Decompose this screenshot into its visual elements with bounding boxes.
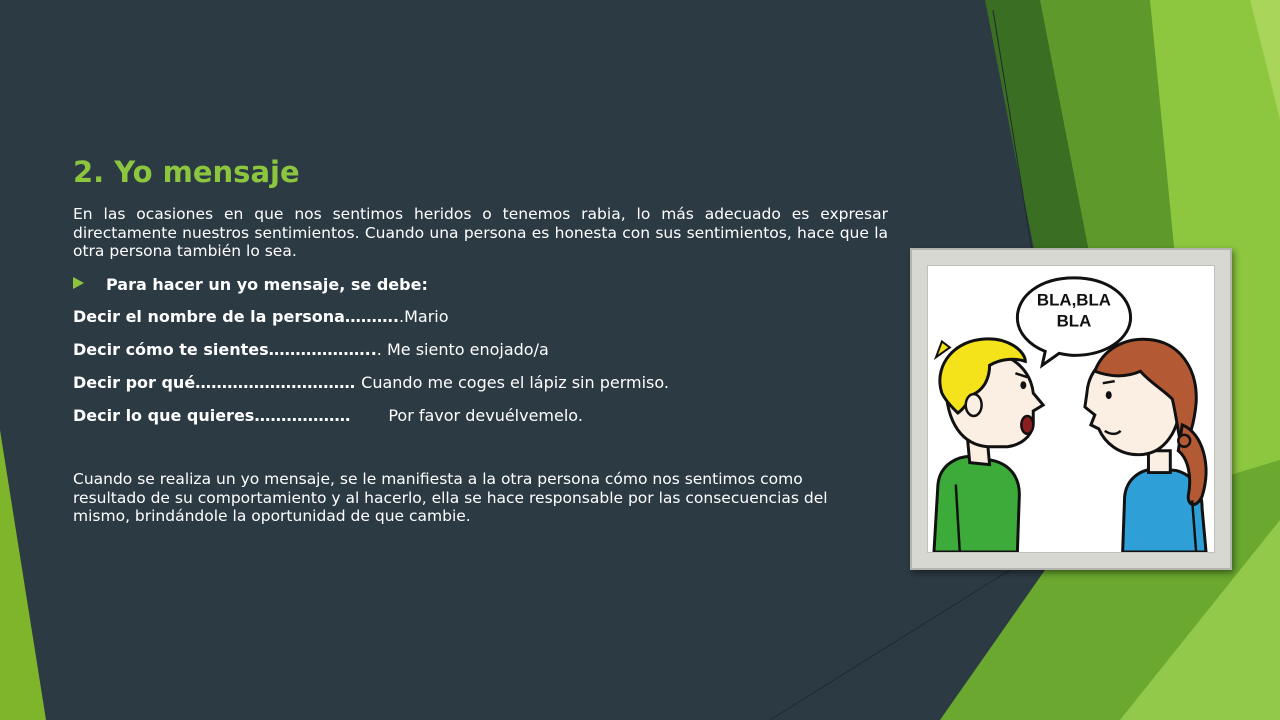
boy-mouth (1021, 416, 1033, 434)
speech-text-line1: BLA,BLA (1036, 290, 1112, 310)
step-name (73, 306, 873, 339)
closing-paragraph: Cuando se realiza un yo mensaje, se le manifiesta a la otra persona cómo nos sentimos como resultado de su comportamiento y al hacerlo, ella se hace responsable por las consecuencias del mismo, brindándole la oportunidad de que cambie. (73, 470, 828, 525)
girl-hair-tie (1178, 435, 1190, 447)
girl-figure (1085, 339, 1206, 552)
illustration (927, 265, 1215, 553)
bg-shape-left-wedge (0, 430, 46, 720)
boy-figure (934, 339, 1043, 552)
boy-ear (966, 394, 982, 416)
step-value: . Me siento enojado/a (376, 340, 549, 359)
slide-title: 2. Yo mensaje (73, 155, 300, 189)
step-label: Decir por qué………………………… (73, 373, 356, 392)
arrow-bullet-icon (73, 277, 84, 289)
step-label: Decir el nombre de la persona………. (73, 307, 399, 326)
step-feeling (73, 339, 873, 372)
step-value: Por favor devuélvemelo. (388, 406, 583, 425)
bullet-text: Para hacer un yo mensaje, se debe: (106, 275, 428, 294)
speech-text-line2: BLA (1056, 311, 1092, 331)
girl-eye (1106, 391, 1112, 399)
illustration-frame (910, 248, 1232, 570)
boy-shirt (934, 456, 1019, 552)
intro-paragraph: En las ocasiones en que nos sentimos heridos o tenemos rabia, lo más adecuado es expresar directamente nuestros sentimientos. Cuando una persona es honesta con sus sentimientos, hace que la otra persona también lo sea. (73, 205, 888, 260)
step-value: .Mario (399, 307, 449, 326)
boy-eye (1020, 381, 1026, 389)
steps-list (73, 306, 873, 438)
conversation-illustration (928, 266, 1214, 552)
step-request (73, 405, 873, 438)
step-label: Decir lo que quieres……………… (73, 406, 351, 425)
step-value: Cuando me coges el lápiz sin permiso. (361, 373, 669, 392)
step-label: Decir cómo te sientes……………….. (73, 340, 377, 359)
bullet-instruction (73, 274, 873, 296)
step-reason (73, 372, 873, 405)
